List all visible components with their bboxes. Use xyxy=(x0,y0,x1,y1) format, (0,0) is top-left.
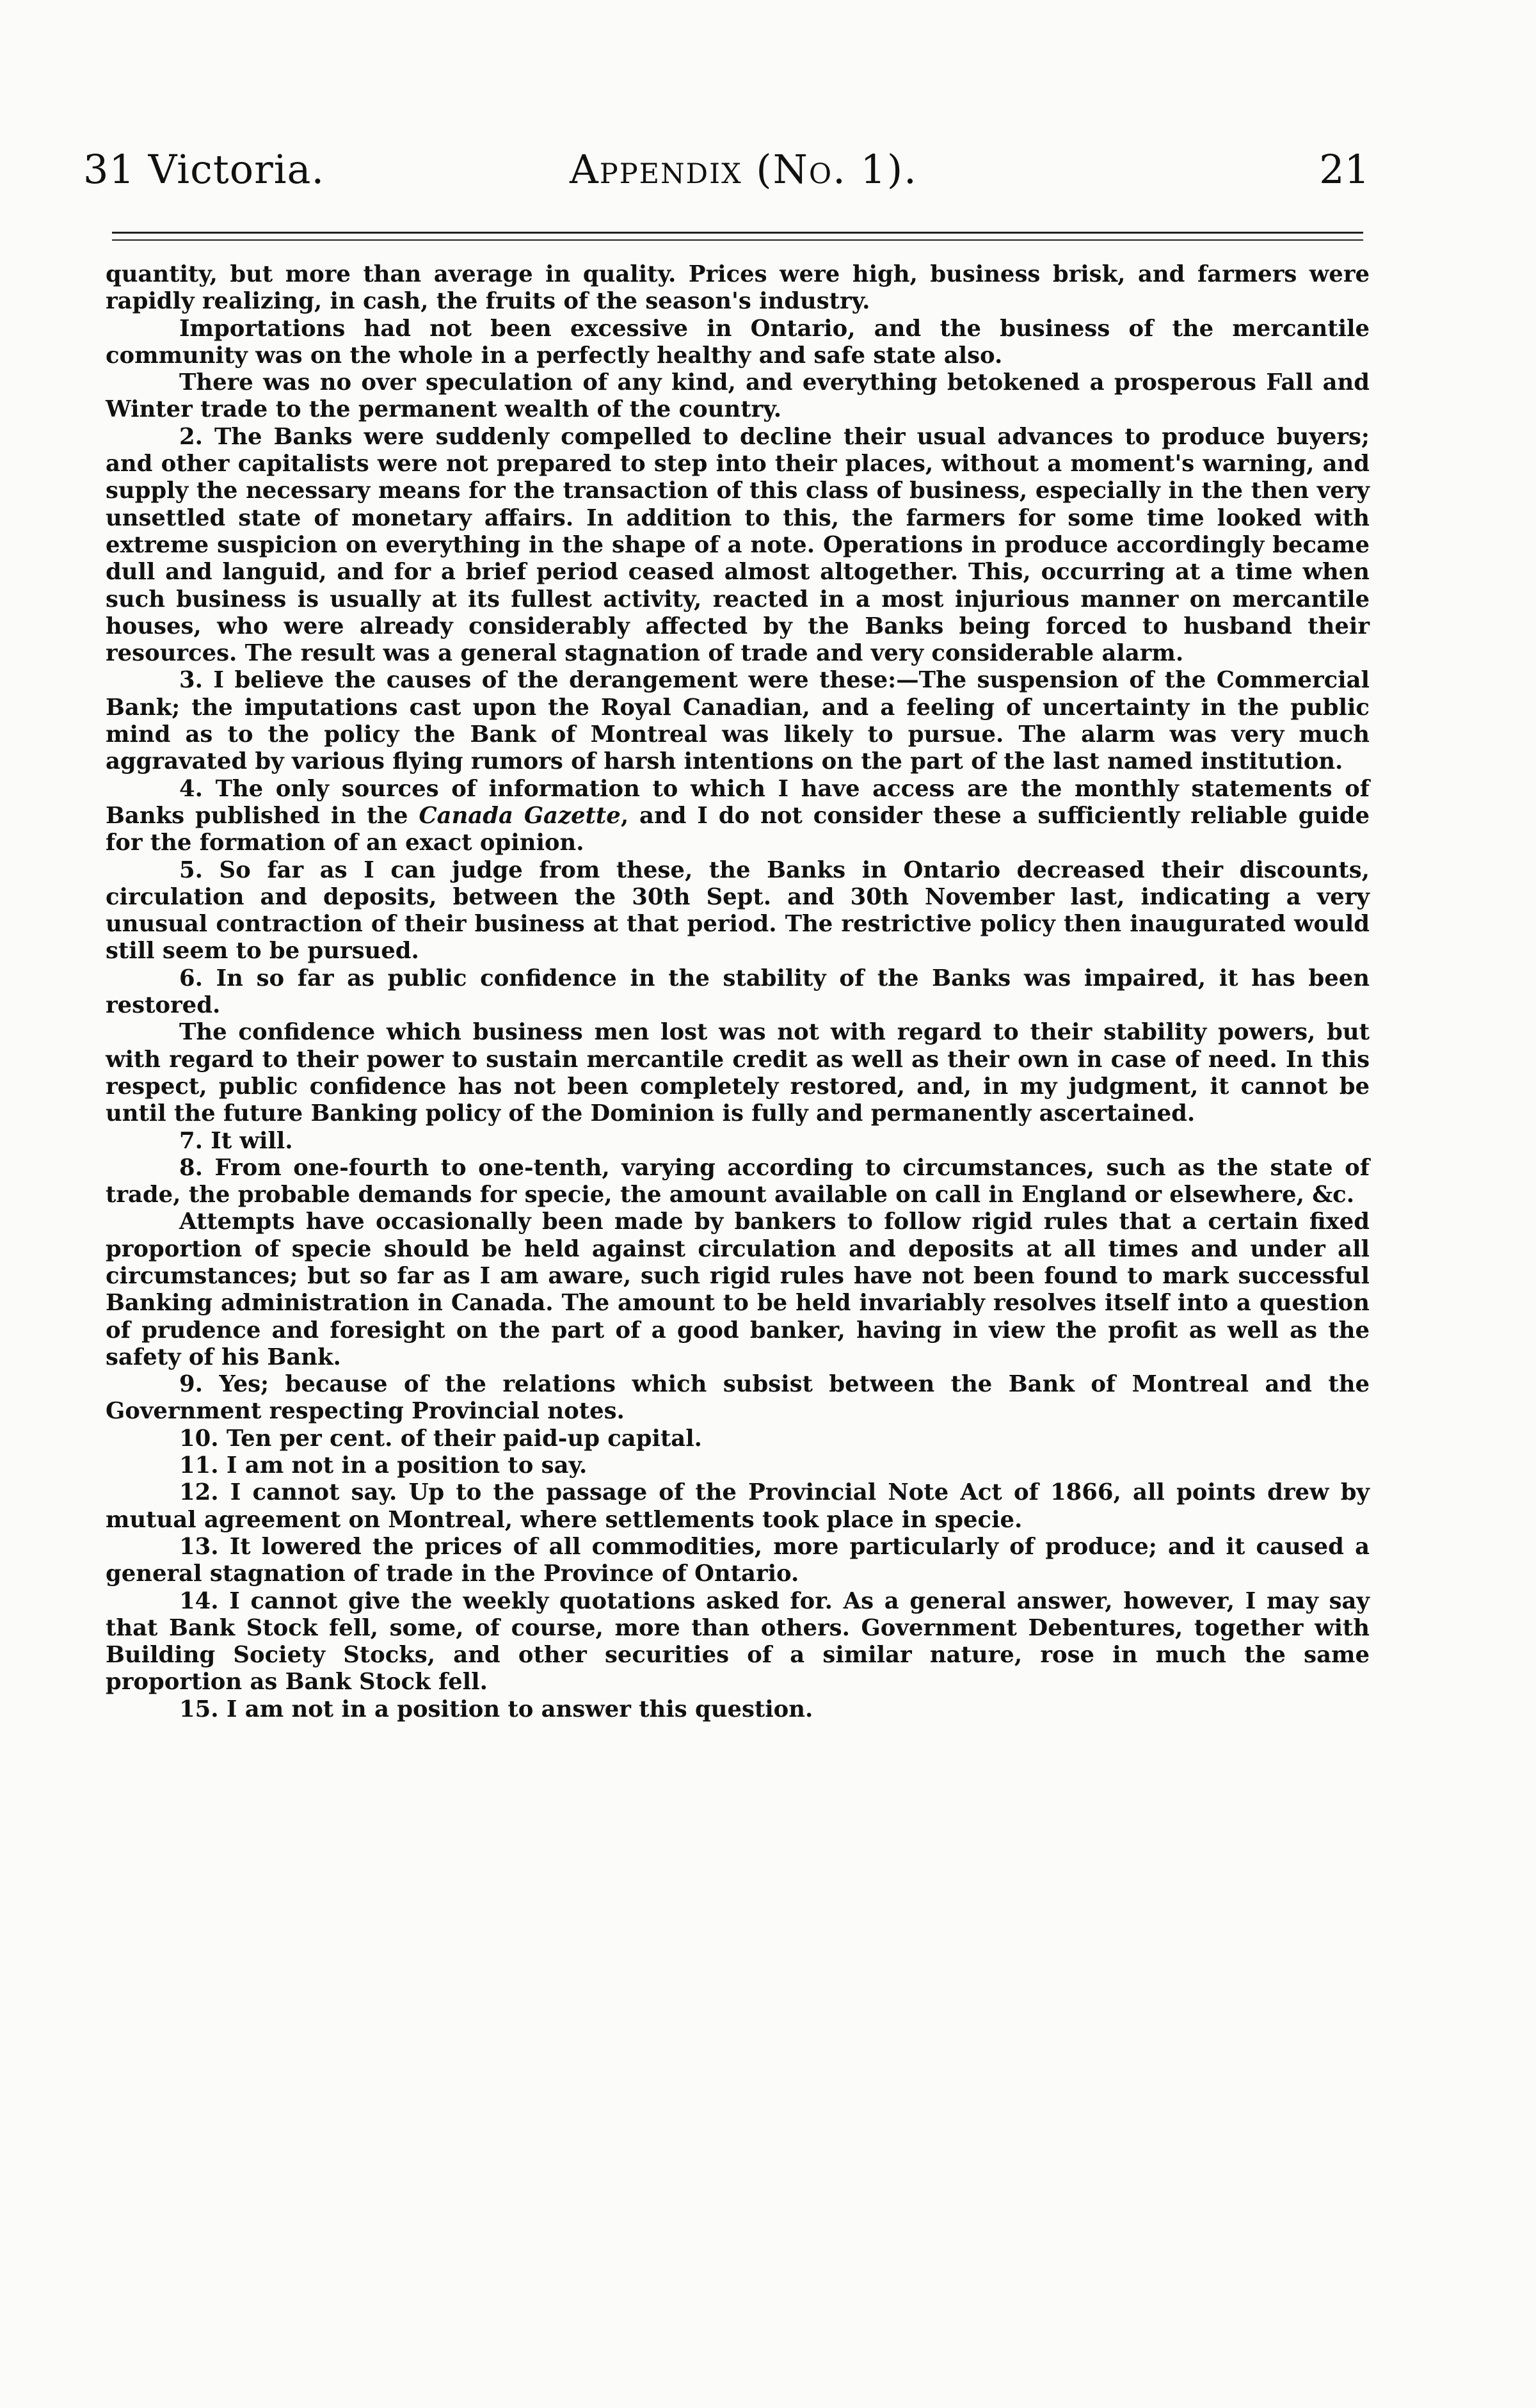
answer-4-gazette-title: Canada Gazette xyxy=(419,802,621,829)
header-rule-bottom xyxy=(112,239,1363,241)
paragraph-speculation: There was no over speculation of any kind, and everything betokened a prosperous Fall and Winter trade to the permanent wealth of the country. xyxy=(106,369,1370,423)
answer-4-text-after: , and I do not consider these a sufficiently reliable guide for the formation of an exact opinion. xyxy=(106,802,1370,856)
paragraph-importations: Importations had not been excessive in Ontario, and the business of the mercantile community was on the whole in a perfectly healthy and safe state also. xyxy=(106,315,1370,369)
answer-8: 8. From one-fourth to one-tenth, varying according to circumstances, such as the state of trade, the probable demands for specie, the amount available on call in England or elsewhere, &c. xyxy=(106,1154,1370,1208)
answer-13: 13. It lowered the prices of all commodities, more particularly of produce; and it caused a general stagnation of trade in the Province of Ontario. xyxy=(106,1533,1370,1587)
answer-7: 7. It will. xyxy=(179,1127,293,1154)
answer-6-continued: The confidence which business men lost was not with regard to their stability powers, but with regard to their power to sustain mercantile credit as well as their own in case of need. In this respect, public confidence has not been completely restored, and, in my judgment, it cannot be until the future Banking policy of the Dominion is fully and permanently ascertained. xyxy=(106,1019,1370,1127)
running-header xyxy=(83,134,1370,205)
answer-11: 11. I am not in a position to say. xyxy=(179,1452,588,1479)
answer-12: 12. I cannot say. Up to the passage of the Provincial Note Act of 1866, all points drew by mutual agreement on Montreal, where settlements took place in specie. xyxy=(106,1479,1370,1533)
header-rule-top xyxy=(112,232,1363,234)
answer-10: 10. Ten per cent. of their paid-up capital. xyxy=(179,1425,702,1452)
answer-6: 6. In so far as public confidence in the stability of the Banks was impaired, it has been restored. xyxy=(106,965,1370,1019)
answer-8-continued: Attempts have occasionally been made by bankers to follow rigid rules that a certain fixed proportion of specie should be held against circulation and deposits at all times and under all circumstances; but so far as I am aware, such rigid rules have not been found to mark successful Banking administration in Canada. The amount to be held invariably resolves itself into a question of prudence and foresight on the part of a good banker, having in view the profit as well as the safety of his Bank. xyxy=(106,1208,1370,1370)
answer-14: 14. I cannot give the weekly quotations asked for. As a general answer, however, I may say that Bank Stock fell, some, of course, more than others. Government Debentures, together with Building Society Stocks, and other securities of a similar nature, rose in much the same proportion as Bank Stock fell. xyxy=(106,1587,1370,1696)
header-session-label: 31 Victoria. xyxy=(83,146,325,193)
paragraph-continuation: quantity, but more than average in quality. Prices were high, business brisk, and farmers were rapidly realizing, in cash, the fruits of the season's industry. xyxy=(106,261,1370,315)
answer-5: 5. So far as I can judge from these, the Banks in Ontario decreased their discounts, circulation and deposits, between the 30th Sept. and 30th November last, indicating a very unusual contraction of their business at that period. The restrictive policy then inaugurated would still seem to be pursued. xyxy=(106,856,1370,965)
answer-3: 3. I believe the causes of the derangement were these:—The suspension of the Commercial Bank; the imputations cast upon the Royal Canadian, and a feeling of uncertainty in the public mind as to the policy the Bank of Montreal was likely to pursue. The alarm was very much aggravated by various flying rumors of harsh intentions on the part of the last named institution. xyxy=(106,667,1370,775)
answer-4-text-before: 4. The only sources of information to which I have access are the monthly statements of Banks published in the xyxy=(106,775,1370,829)
page-number: 21 xyxy=(1319,146,1370,193)
document-body xyxy=(106,261,1370,1723)
answer-2: 2. The Banks were suddenly compelled to decline their usual advances to produce buyers; and other capitalists were not prepared to step into their places, without a moment's warning, and supply the necessary means for the transaction of this class of business, especially in the then very unsettled state of monetary affairs. In addition to this, the farmers for some time looked with extreme suspicion on everything in the shape of a note. Operations in produce accordingly became dull and languid, and for a brief period ceased almost altogether. This, occurring at a time when such business is usually at its fullest activity, reacted in a most injurious manner on mercantile houses, who were already considerably affected by the Banks being forced to husband their resources. The result was a general stagnation of trade and very considerable alarm. xyxy=(106,423,1370,667)
header-appendix-title: Appendix (No. 1). xyxy=(570,146,918,193)
answer-9: 9. Yes; because of the relations which subsist between the Bank of Montreal and the Government respecting Provincial notes. xyxy=(106,1371,1370,1425)
answer-4 xyxy=(106,776,1370,857)
answer-15: 15. I am not in a position to answer this question. xyxy=(179,1696,813,1722)
